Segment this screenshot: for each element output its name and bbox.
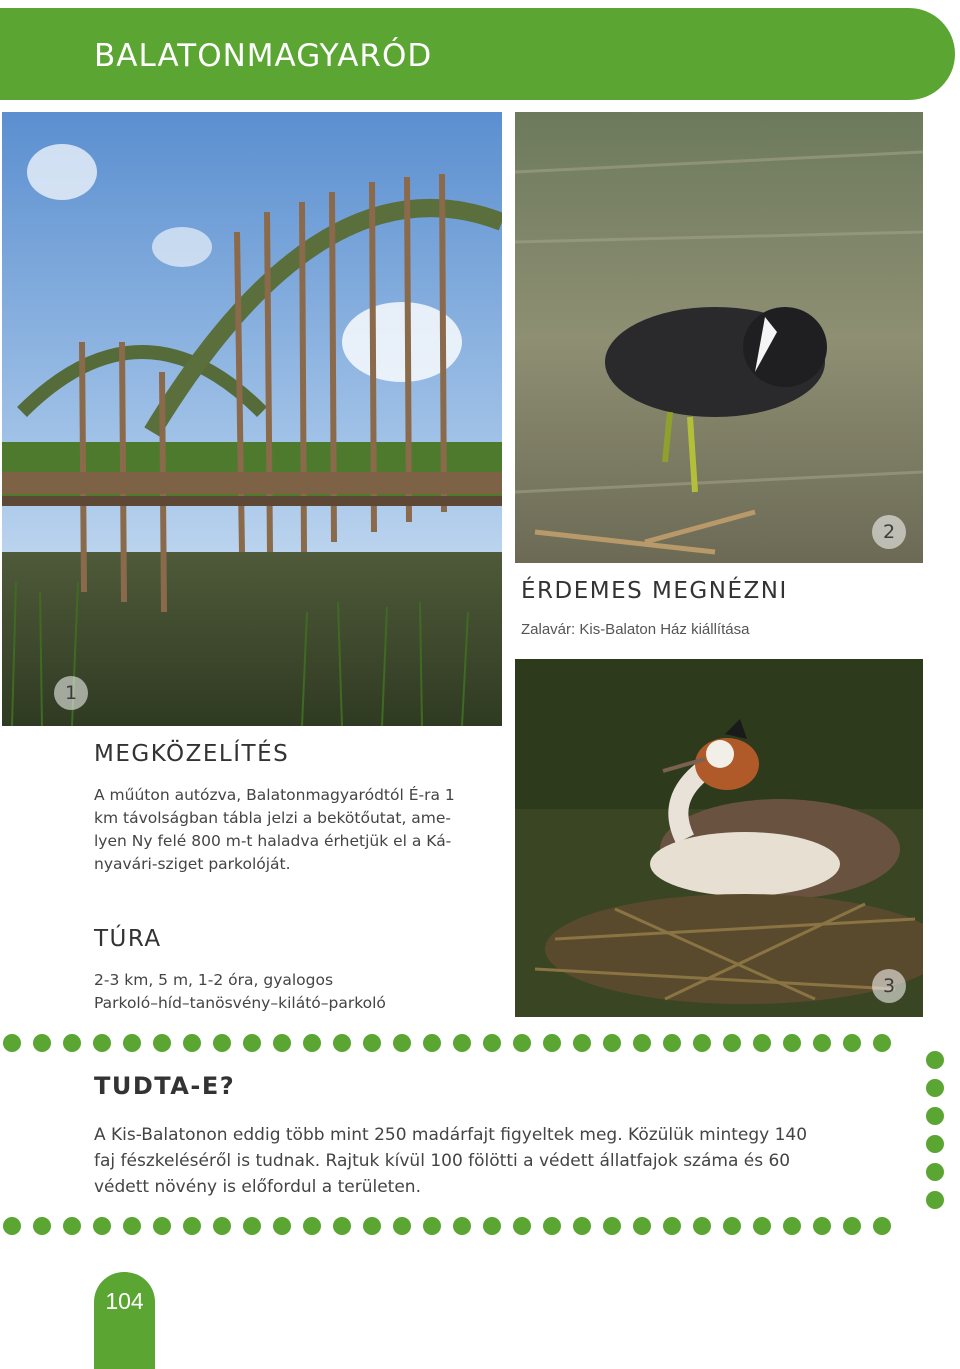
approach-line: A műúton autózva, Balatonmagyaródtól É-ra 1 [94, 786, 455, 804]
border-dot [3, 1034, 21, 1052]
border-dot [573, 1217, 591, 1235]
border-dot [843, 1034, 861, 1052]
border-dot [213, 1217, 231, 1235]
border-dot [783, 1217, 801, 1235]
page-number-tab [94, 1272, 155, 1369]
approach-line: lyen Ny felé 800 m-t haladva érhetjük el a Ká- [94, 832, 452, 850]
border-dot [393, 1034, 411, 1052]
border-dot [183, 1217, 201, 1235]
border-dot [663, 1217, 681, 1235]
border-dot [483, 1034, 501, 1052]
border-dot [453, 1217, 471, 1235]
tour-heading: TÚRA [94, 926, 162, 952]
page-title: BALATONMAGYARÓD [94, 38, 433, 74]
border-dot [393, 1217, 411, 1235]
border-dot [926, 1079, 944, 1097]
did-you-know-line: A Kis-Balatonon eddig több mint 250 madárfajt figyeltek meg. Közülük mintegy 140 [94, 1125, 808, 1145]
border-dot [303, 1217, 321, 1235]
border-dot [273, 1034, 291, 1052]
border-dot [33, 1034, 51, 1052]
border-dot [333, 1034, 351, 1052]
bridge-photo [2, 112, 502, 726]
border-dot [543, 1217, 561, 1235]
border-dot [926, 1191, 944, 1209]
border-dot [723, 1217, 741, 1235]
approach-line: km távolságban tábla jelzi a bekötőutat, ame- [94, 809, 452, 827]
border-dot [573, 1034, 591, 1052]
border-dot [423, 1034, 441, 1052]
tour-line: 2-3 km, 5 m, 1-2 óra, gyalogos [94, 971, 334, 989]
title-banner [0, 8, 955, 100]
border-dot [753, 1034, 771, 1052]
border-dot [423, 1217, 441, 1235]
did-you-know-text [94, 1122, 914, 1200]
page-number: 104 [105, 1288, 144, 1314]
border-dot [926, 1135, 944, 1153]
did-you-know-line: faj fészkeléséről is tudnak. Rajtuk kívül 100 fölötti a védett állatfajok száma és 60 [94, 1151, 791, 1171]
border-dot [33, 1217, 51, 1235]
border-dot [93, 1034, 111, 1052]
border-dot [753, 1217, 771, 1235]
photo-number-badge: 1 [54, 676, 88, 710]
border-dot [3, 1217, 21, 1235]
grebe-photo [515, 659, 923, 1017]
border-dot [783, 1034, 801, 1052]
border-dot [363, 1217, 381, 1235]
border-dot [513, 1034, 531, 1052]
border-dot [333, 1217, 351, 1235]
border-dot [926, 1163, 944, 1181]
did-you-know-line: védett növény is előfordul a területen. [94, 1177, 421, 1197]
photo-number-badge: 3 [872, 969, 906, 1003]
border-dot [873, 1217, 891, 1235]
border-dot [303, 1034, 321, 1052]
border-dot [213, 1034, 231, 1052]
border-dot [483, 1217, 501, 1235]
border-dot [926, 1107, 944, 1125]
border-dot [243, 1217, 261, 1235]
border-dot [123, 1217, 141, 1235]
tour-text [94, 969, 504, 1015]
approach-line: nyavári-sziget parkolóját. [94, 855, 291, 873]
border-dot [693, 1217, 711, 1235]
did-you-know-heading: TUDTA-E? [94, 1072, 236, 1100]
border-dot [603, 1217, 621, 1235]
border-dot [603, 1034, 621, 1052]
border-dot [543, 1034, 561, 1052]
border-dot [843, 1217, 861, 1235]
worth-seeing-caption: Zalavár: Kis-Balaton Ház kiállítása [521, 621, 750, 638]
border-dot [153, 1217, 171, 1235]
border-dot [693, 1034, 711, 1052]
border-dot [926, 1051, 944, 1069]
border-dot [273, 1217, 291, 1235]
approach-heading: MEGKÖZELÍTÉS [94, 741, 290, 767]
border-dot [123, 1034, 141, 1052]
border-dot [513, 1217, 531, 1235]
border-dot [63, 1217, 81, 1235]
border-dot [63, 1034, 81, 1052]
border-dot [663, 1034, 681, 1052]
worth-seeing-heading: ÉRDEMES MEGNÉZNI [521, 578, 788, 604]
border-dot [633, 1217, 651, 1235]
border-dot [453, 1034, 471, 1052]
border-dot [93, 1217, 111, 1235]
coot-photo [515, 112, 923, 563]
border-dot [873, 1034, 891, 1052]
border-dot [243, 1034, 261, 1052]
border-dot [183, 1034, 201, 1052]
border-dot [813, 1034, 831, 1052]
border-dot [153, 1034, 171, 1052]
photo-number-badge: 2 [872, 515, 906, 549]
approach-text [94, 784, 504, 876]
border-dot [633, 1034, 651, 1052]
border-dot [363, 1034, 381, 1052]
border-dot [813, 1217, 831, 1235]
tour-line: Parkoló–híd–tanösvény–kilátó–parkoló [94, 994, 386, 1012]
border-dot [723, 1034, 741, 1052]
